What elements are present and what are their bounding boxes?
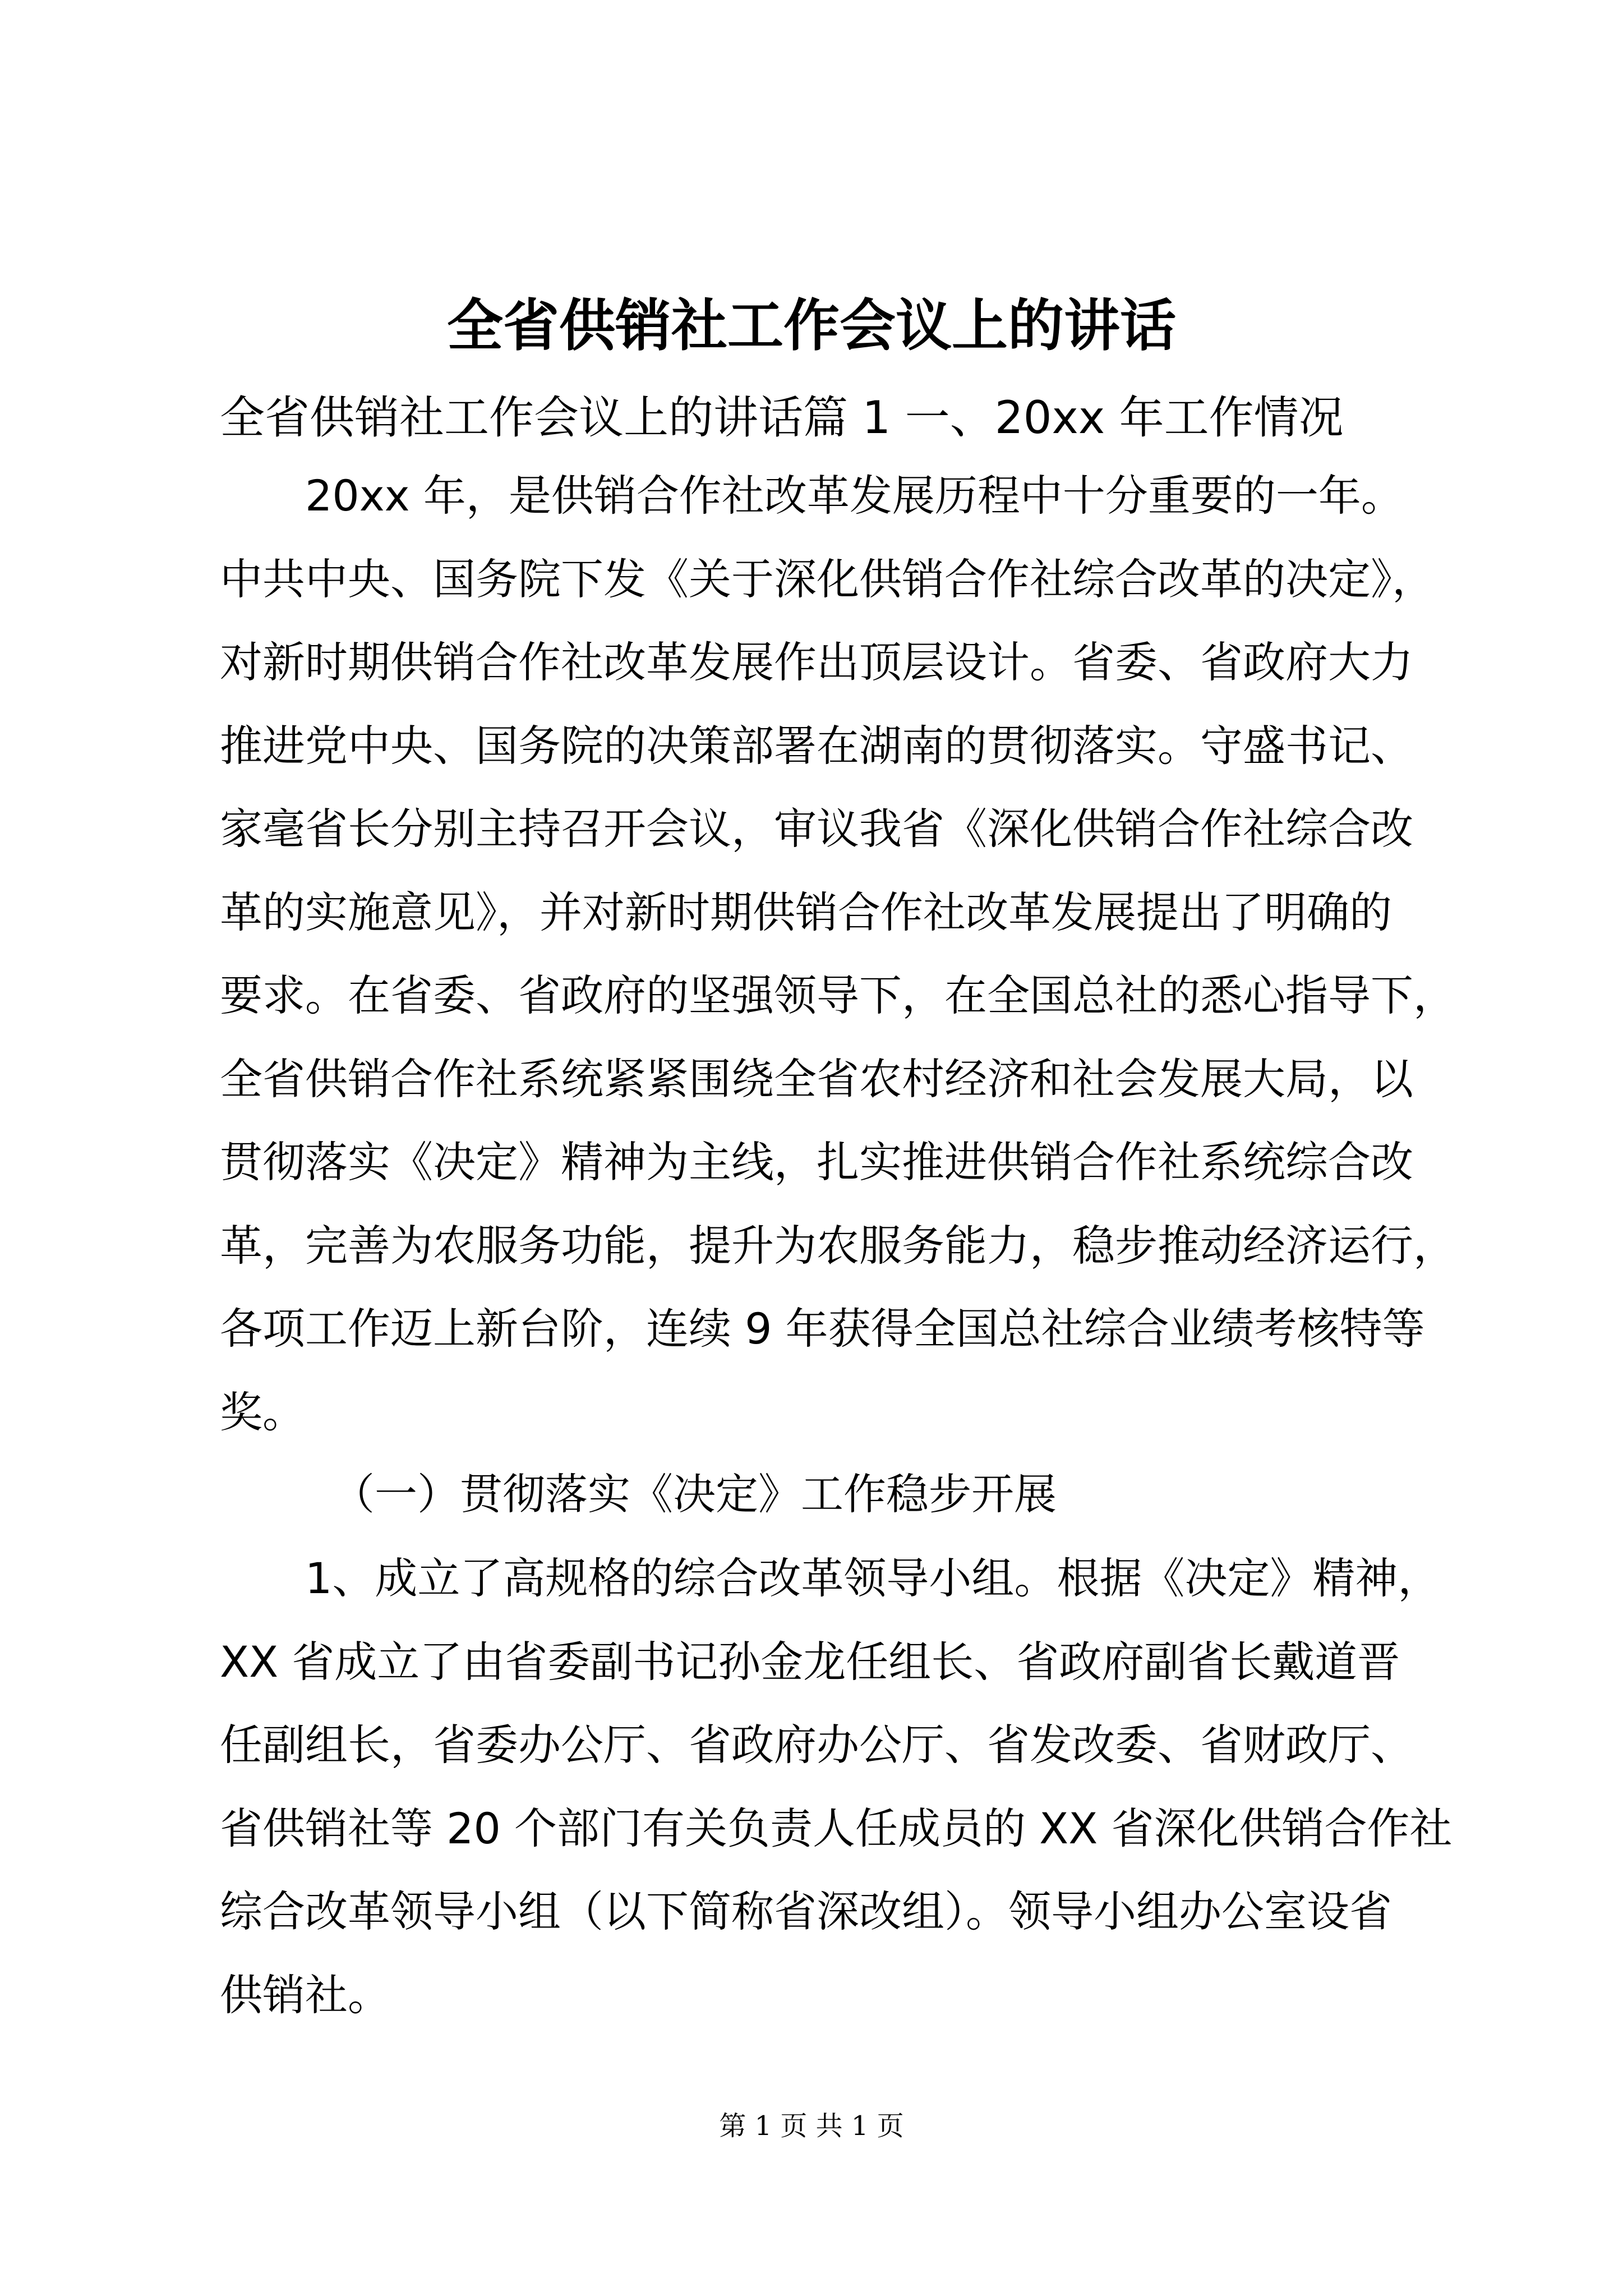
paragraph-line: 对新时期供销合作社改革发展作出顶层设计。省委、省政府大力 bbox=[220, 637, 1413, 687]
section-heading-1 bbox=[220, 1453, 1431, 1536]
paragraph-1 bbox=[220, 454, 1456, 1454]
paragraph-line: XX 省成立了由省委副书记孙金龙任组长、省政府副省长戴道晋 bbox=[220, 1636, 1400, 1687]
paragraph-line: 中共中央、国务院下发《关于深化供销合作社综合改革的决定》， bbox=[220, 554, 1435, 604]
section-heading-text: （一）贯彻落实《决定》工作稳步开展 bbox=[332, 1469, 1057, 1519]
paragraph-line: 推进党中央、国务院的决策部署在湖南的贯彻落实。守盛书记、 bbox=[220, 720, 1413, 771]
paragraph-line: 全省供销合作社系统紧紧围绕全省农村经济和社会发展大局，以 bbox=[220, 1053, 1413, 1104]
paragraph-line: 省供销社等 20 个部门有关负责人任成员的 XX 省深化供销合作社 bbox=[220, 1803, 1453, 1853]
paragraph-line: 任副组长，省委办公厅、省政府办公厅、省发改委、省财政厅、 bbox=[220, 1720, 1413, 1770]
document-title: 全省供销社工作会议上的讲话 bbox=[447, 292, 1176, 358]
paragraph-line: 20xx 年，是供销合作社改革发展历程中十分重要的一年。 bbox=[305, 471, 1404, 521]
paragraph-line: 家毫省长分别主持召开会议，审议我省《深化供销合作社综合改 bbox=[220, 804, 1413, 854]
paragraph-line: 要求。在省委、省政府的坚强领导下，在全国总社的悉心指导下， bbox=[220, 970, 1456, 1020]
paragraph-2 bbox=[220, 1537, 1453, 2037]
paragraph-line: 革的实施意见》，并对新时期供销合作社改革发展提出了明确的 bbox=[220, 887, 1392, 937]
paragraph-line: 贯彻落实《决定》精神为主线，扎实推进供销合作社系统综合改 bbox=[220, 1137, 1413, 1187]
paragraph-line: 各项工作迈上新台阶，连续 9 年获得全国总社综合业绩考核特等 bbox=[220, 1304, 1425, 1354]
document-subtitle: 全省供销社工作会议上的讲话篇 1 一、20xx 年工作情况 bbox=[220, 392, 1344, 444]
paragraph-line: 革，完善为农服务功能，提升为农服务能力，稳步推动经济运行， bbox=[220, 1220, 1456, 1271]
paragraph-line: 综合改革领导小组（以下简称省深改组）。领导小组办公室设省 bbox=[220, 1887, 1392, 1936]
paragraph-line: 1、成立了高规格的综合改革领导小组。根据《决定》精神， bbox=[305, 1553, 1441, 1603]
paragraph-line: 奖。 bbox=[220, 1387, 305, 1437]
page-footer: 第 1 页 共 1 页 bbox=[719, 2110, 904, 2142]
paragraph-line: 供销社。 bbox=[220, 1970, 390, 2020]
